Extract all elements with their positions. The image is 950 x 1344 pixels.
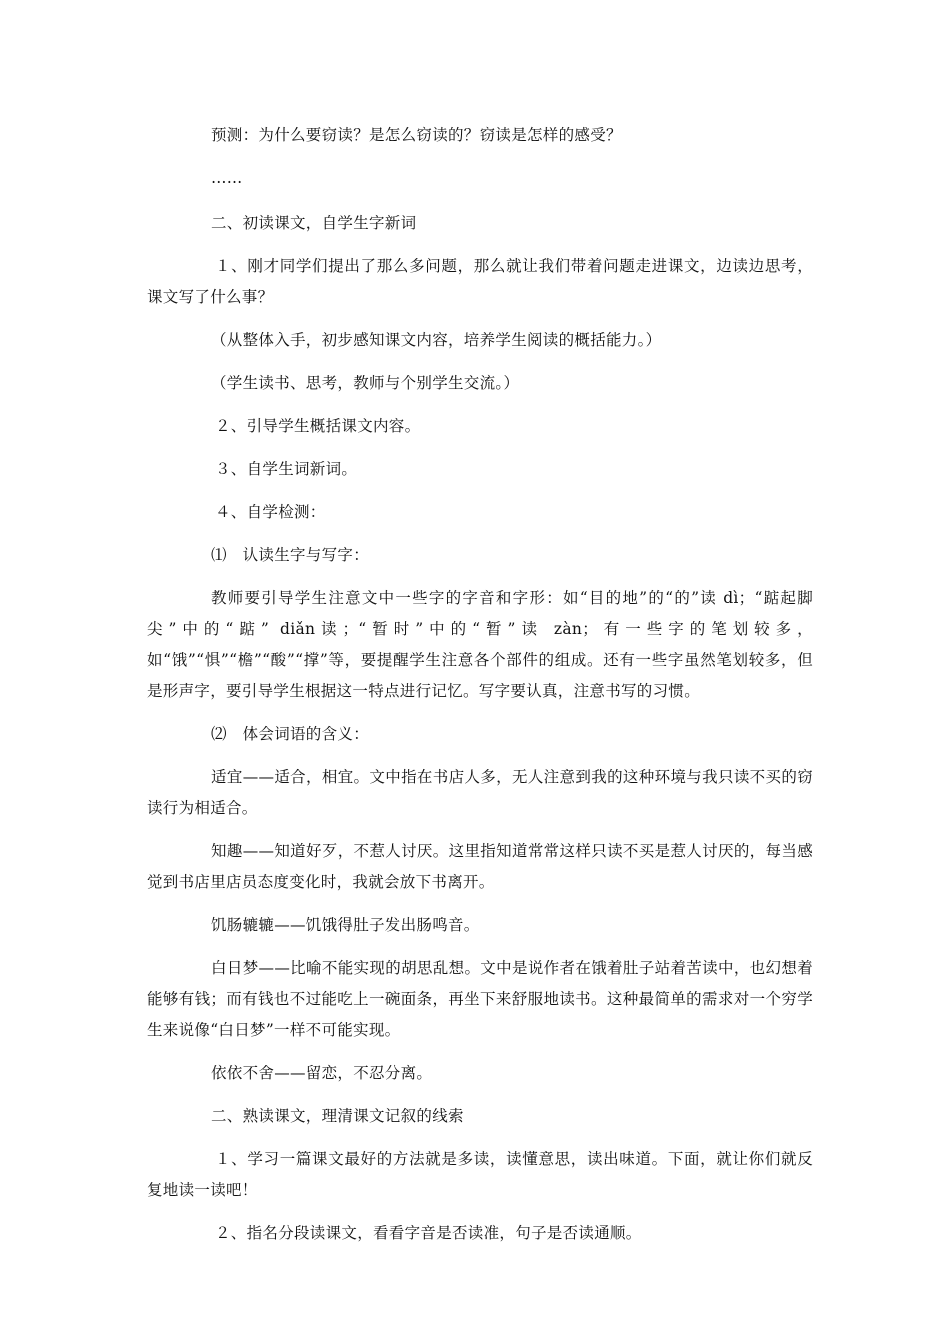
step-2-paragraph: ２、引导学生概括课文内容。 <box>215 417 421 435</box>
section-heading-close-reading: 二、熟读课文，理清课文记叙的线索 <box>211 1107 464 1125</box>
paragraph-prediction: 预测：为什么要窃读？是怎么窃读的？窃读是怎样的感受？ <box>211 126 622 144</box>
vocab-jichang-lulu: 饥肠辘辘——饥饿得肚子发出肠鸣音。 <box>211 916 480 934</box>
subitem-1-heading: ⑴ 认读生字与写字： <box>211 546 370 564</box>
step-4-paragraph: ４、自学检测： <box>215 503 326 521</box>
section-heading-first-reading: 二、初读课文，自学生字新词 <box>211 214 417 232</box>
vocab-yiyi-bushe: 依依不舍——留恋，不忍分离。 <box>211 1064 433 1082</box>
paragraph-ellipsis: …… <box>211 169 243 187</box>
vocab-bairimeng: 白日梦——比喻不能实现的胡思乱想。文中是说作者在饿着肚子站着苦读中，也幻想着能够有钱；而有钱也不过能吃上一碗面条，再坐下来舒服地读书。这种最简单的需求对一个穷学生来说像“白日梦”一样不可能实现。 <box>147 959 813 1039</box>
subitem-2-heading: ⑵ 体会词语的含义： <box>211 725 370 743</box>
step-1-paragraph: １、刚才同学们提出了那么多问题，那么就让我们带着问题走进课文，边读边思考，课文写了什么事？ <box>147 257 813 306</box>
note-paragraph-students: （学生读书、思考，教师与个别学生交流。） <box>211 374 520 392</box>
document-body <box>147 120 813 1261</box>
vocab-zhiqu: 知趣——知道好歹，不惹人讨厌。这里指知道常常这样只读不买是惹人讨厌的，每当感觉到书店里店员态度变化时，我就会放下书离开。 <box>147 842 813 891</box>
pronunciation-paragraph: 教师要引导学生注意文中一些字的字音和字形：如“目的地”的“的”读 dì；“踮起脚尖”中的“踮” diǎn读；“暂时”中的“暂”读 zàn；有一些字的笔划较多，如“饿”“惧”“檐”“酸”“撑”等，要提醒学生注意各个部件的组成。还有一些字虽然笔划较多，但是形声字，要引导学生根据这一特点进行记忆。写字要认真，注意书写的习惯。 <box>147 589 813 700</box>
close-reading-step-1: １、学习一篇课文最好的方法就是多读，读懂意思，读出味道。下面，就让你们就反复地读一读吧！ <box>147 1150 813 1199</box>
close-reading-step-2: ２、指名分段读课文，看看字音是否读准，句子是否读通顺。 <box>215 1224 642 1242</box>
note-paragraph-overview: （从整体入手，初步感知课文内容，培养学生阅读的概括能力。） <box>211 331 662 349</box>
vocab-shiyi: 适宜——适合，相宜。文中指在书店人多，无人注意到我的这种环境与我只读不买的窃读行为相适合。 <box>147 768 813 817</box>
step-3-paragraph: ３、自学生词新词。 <box>215 460 358 478</box>
